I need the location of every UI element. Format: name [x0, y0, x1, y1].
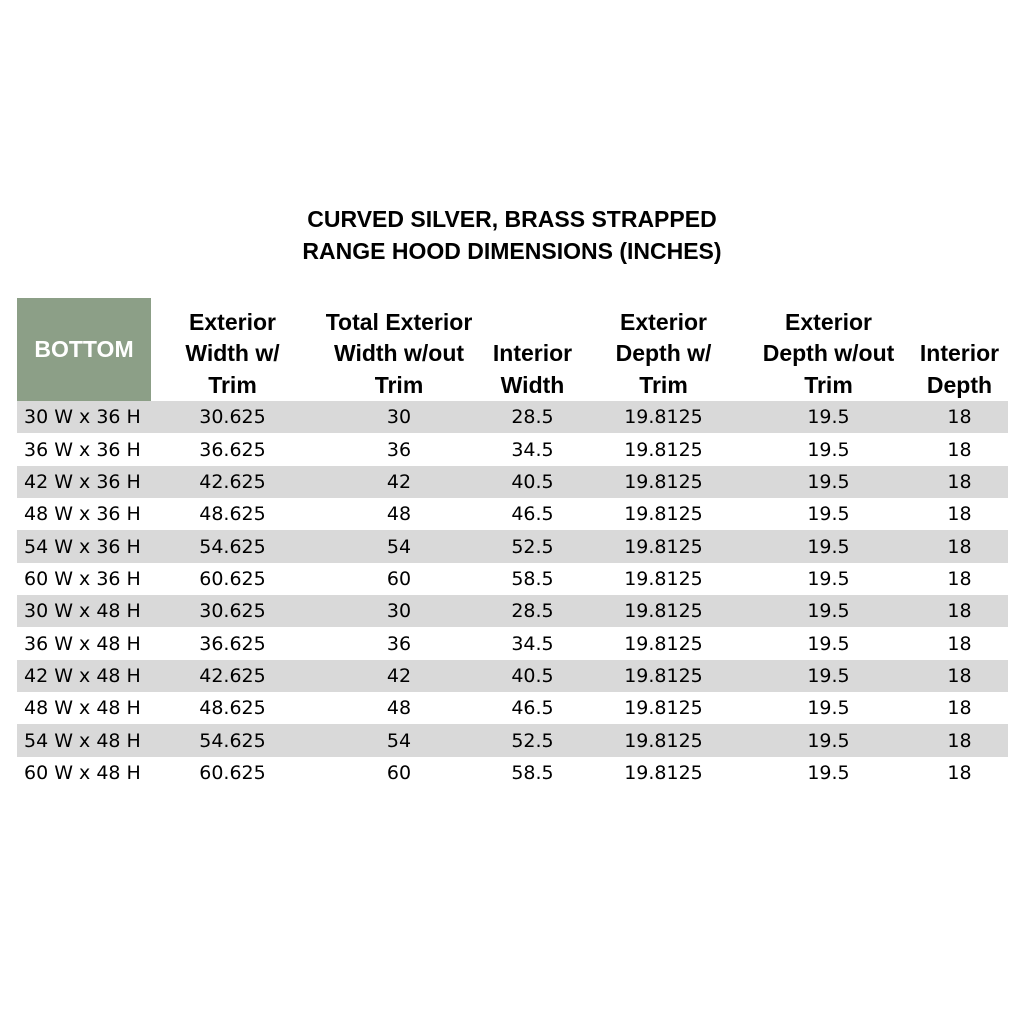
- exterior-depth-with-trim-cell: 19.8125: [581, 401, 746, 433]
- table-row: [17, 627, 1008, 659]
- exterior-width-with-trim-cell: 48.625: [151, 692, 314, 724]
- table-header: [17, 298, 1008, 401]
- header-line: Depth w/out: [762, 340, 895, 366]
- header-interior-depth: [911, 298, 1008, 401]
- size-cell: 42 W x 48 H: [17, 660, 151, 692]
- size-cell: 54 W x 36 H: [17, 530, 151, 562]
- total-exterior-width-without-trim-cell: 30: [314, 595, 484, 627]
- exterior-depth-without-trim-cell: 19.5: [746, 433, 911, 465]
- exterior-depth-with-trim-cell: 19.8125: [581, 563, 746, 595]
- interior-depth-cell: 18: [911, 757, 1008, 789]
- table-row: [17, 498, 1008, 530]
- header-interior-width: [484, 298, 581, 401]
- dimensions-table: [17, 298, 1008, 789]
- exterior-width-with-trim-cell: 36.625: [151, 433, 314, 465]
- header-line: Width: [500, 371, 565, 398]
- exterior-width-with-trim-cell: 30.625: [151, 595, 314, 627]
- exterior-depth-without-trim-cell: 19.5: [746, 660, 911, 692]
- interior-depth-cell: 18: [911, 692, 1008, 724]
- exterior-depth-without-trim-cell: 19.5: [746, 498, 911, 530]
- header-line: Trim: [208, 371, 257, 398]
- exterior-depth-without-trim-cell: 19.5: [746, 724, 911, 756]
- interior-depth-cell: 18: [911, 498, 1008, 530]
- exterior-depth-without-trim-cell: 19.5: [746, 757, 911, 789]
- interior-depth-cell: 18: [911, 401, 1008, 433]
- size-cell: 48 W x 36 H: [17, 498, 151, 530]
- header-exterior-width-with-trim: [151, 298, 314, 401]
- exterior-depth-without-trim-cell: 19.5: [746, 595, 911, 627]
- interior-width-cell: 40.5: [484, 466, 581, 498]
- interior-width-cell: 34.5: [484, 433, 581, 465]
- interior-width-cell: 28.5: [484, 401, 581, 433]
- document-title: [0, 203, 1024, 267]
- header-exterior-depth-without-trim: [746, 298, 911, 401]
- total-exterior-width-without-trim-cell: 60: [314, 757, 484, 789]
- exterior-depth-without-trim-cell: 19.5: [746, 627, 911, 659]
- table-row: [17, 563, 1008, 595]
- exterior-depth-with-trim-cell: 19.8125: [581, 660, 746, 692]
- exterior-depth-without-trim-cell: 19.5: [746, 692, 911, 724]
- exterior-width-with-trim-cell: 60.625: [151, 757, 314, 789]
- interior-width-cell: 46.5: [484, 692, 581, 724]
- exterior-depth-without-trim-cell: 19.5: [746, 563, 911, 595]
- table-row: [17, 466, 1008, 498]
- interior-width-cell: 52.5: [484, 530, 581, 562]
- size-cell: 42 W x 36 H: [17, 466, 151, 498]
- exterior-depth-without-trim-cell: 19.5: [746, 466, 911, 498]
- interior-depth-cell: 18: [911, 466, 1008, 498]
- header-line: Depth w/: [615, 340, 712, 366]
- size-cell: 30 W x 48 H: [17, 595, 151, 627]
- table-row: [17, 530, 1008, 562]
- size-cell: 54 W x 48 H: [17, 724, 151, 756]
- exterior-depth-with-trim-cell: 19.8125: [581, 757, 746, 789]
- interior-depth-cell: 18: [911, 724, 1008, 756]
- interior-width-cell: 28.5: [484, 595, 581, 627]
- size-cell: 48 W x 48 H: [17, 692, 151, 724]
- title-line-1: CURVED SILVER, BRASS STRAPPED: [307, 206, 717, 232]
- header-row: [17, 298, 1008, 401]
- exterior-width-with-trim-cell: 36.625: [151, 627, 314, 659]
- size-cell: 60 W x 48 H: [17, 757, 151, 789]
- total-exterior-width-without-trim-cell: 60: [314, 563, 484, 595]
- interior-width-cell: 40.5: [484, 660, 581, 692]
- table-row: [17, 692, 1008, 724]
- header-line: Total Exterior: [325, 308, 473, 335]
- interior-depth-cell: 18: [911, 595, 1008, 627]
- interior-depth-cell: 18: [911, 530, 1008, 562]
- exterior-depth-without-trim-cell: 19.5: [746, 401, 911, 433]
- exterior-depth-with-trim-cell: 19.8125: [581, 498, 746, 530]
- interior-depth-cell: 18: [911, 433, 1008, 465]
- corner-header-bottom: BOTTOM: [17, 298, 151, 401]
- header-exterior-depth-with-trim: [581, 298, 746, 401]
- exterior-width-with-trim-cell: 42.625: [151, 466, 314, 498]
- total-exterior-width-without-trim-cell: 42: [314, 466, 484, 498]
- exterior-depth-with-trim-cell: 19.8125: [581, 530, 746, 562]
- exterior-depth-with-trim-cell: 19.8125: [581, 724, 746, 756]
- interior-depth-cell: 18: [911, 563, 1008, 595]
- exterior-depth-without-trim-cell: 19.5: [746, 530, 911, 562]
- exterior-depth-with-trim-cell: 19.8125: [581, 627, 746, 659]
- total-exterior-width-without-trim-cell: 48: [314, 692, 484, 724]
- header-line: Interior: [492, 340, 573, 366]
- exterior-depth-with-trim-cell: 19.8125: [581, 433, 746, 465]
- interior-depth-cell: 18: [911, 660, 1008, 692]
- exterior-width-with-trim-cell: 60.625: [151, 563, 314, 595]
- table-row: [17, 595, 1008, 627]
- total-exterior-width-without-trim-cell: 54: [314, 530, 484, 562]
- total-exterior-width-without-trim-cell: 42: [314, 660, 484, 692]
- header-line: Width w/: [185, 340, 280, 366]
- table-row: [17, 724, 1008, 756]
- total-exterior-width-without-trim-cell: 36: [314, 433, 484, 465]
- size-cell: 30 W x 36 H: [17, 401, 151, 433]
- header-line: Exterior: [620, 308, 707, 335]
- header-line: Interior: [919, 340, 1000, 366]
- exterior-width-with-trim-cell: 48.625: [151, 498, 314, 530]
- size-cell: 36 W x 48 H: [17, 627, 151, 659]
- exterior-depth-with-trim-cell: 19.8125: [581, 692, 746, 724]
- header-line: Depth: [926, 371, 993, 398]
- table-row: [17, 433, 1008, 465]
- header-total-exterior-width-without-trim: [314, 298, 484, 401]
- header-line: Trim: [639, 371, 688, 398]
- interior-width-cell: 58.5: [484, 563, 581, 595]
- interior-width-cell: 46.5: [484, 498, 581, 530]
- interior-width-cell: 34.5: [484, 627, 581, 659]
- interior-depth-cell: 18: [911, 627, 1008, 659]
- header-line: Width w/out: [333, 340, 465, 366]
- exterior-depth-with-trim-cell: 19.8125: [581, 595, 746, 627]
- exterior-width-with-trim-cell: 42.625: [151, 660, 314, 692]
- table-row: [17, 757, 1008, 789]
- exterior-width-with-trim-cell: 30.625: [151, 401, 314, 433]
- total-exterior-width-without-trim-cell: 54: [314, 724, 484, 756]
- interior-width-cell: 58.5: [484, 757, 581, 789]
- interior-width-cell: 52.5: [484, 724, 581, 756]
- table-row: [17, 660, 1008, 692]
- header-line: Exterior: [189, 308, 276, 335]
- title-line-2: RANGE HOOD DIMENSIONS (INCHES): [302, 238, 722, 264]
- header-line: Trim: [804, 371, 853, 398]
- table-body: [17, 401, 1008, 789]
- size-cell: 36 W x 36 H: [17, 433, 151, 465]
- exterior-width-with-trim-cell: 54.625: [151, 530, 314, 562]
- total-exterior-width-without-trim-cell: 48: [314, 498, 484, 530]
- exterior-depth-with-trim-cell: 19.8125: [581, 466, 746, 498]
- header-line: Trim: [374, 371, 424, 398]
- exterior-width-with-trim-cell: 54.625: [151, 724, 314, 756]
- total-exterior-width-without-trim-cell: 30: [314, 401, 484, 433]
- size-cell: 60 W x 36 H: [17, 563, 151, 595]
- header-line: Exterior: [785, 308, 872, 335]
- total-exterior-width-without-trim-cell: 36: [314, 627, 484, 659]
- table-row: [17, 401, 1008, 433]
